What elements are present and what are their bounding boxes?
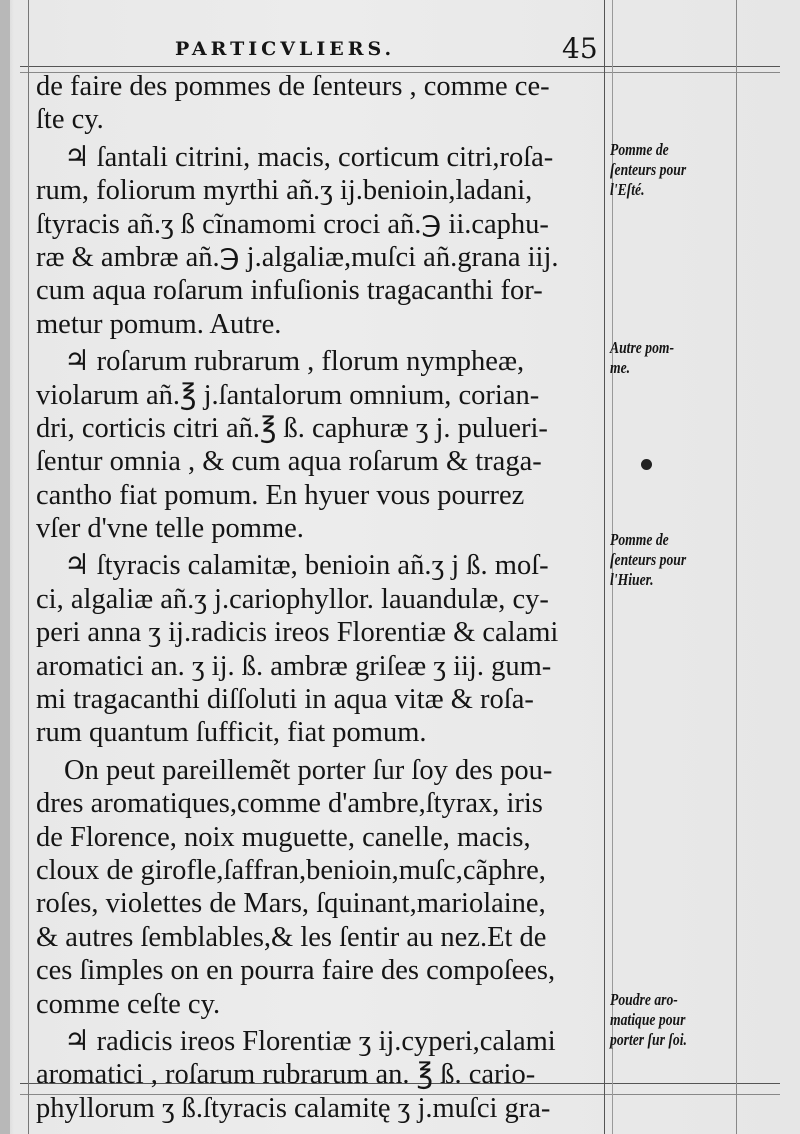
margin-note-winter-pomander bbox=[610, 530, 760, 590]
margin-note-aromatic-powder bbox=[610, 990, 760, 1050]
running-title: PARTICVLIERS. bbox=[175, 38, 396, 60]
text-line bbox=[36, 1092, 604, 1125]
text-line bbox=[36, 70, 604, 103]
margin-note-summer-pomander bbox=[610, 140, 760, 200]
margin-note-line: me. bbox=[610, 358, 631, 377]
text-line bbox=[36, 683, 604, 716]
text-line-content: ♃ roſarum rubrarum , florum nympheæ, bbox=[64, 346, 525, 378]
text-line bbox=[36, 174, 604, 207]
text-line bbox=[36, 887, 604, 920]
text-line-content: ♃ radicis ireos Florentiæ ʒ ij.cyperi,calami bbox=[64, 1025, 556, 1057]
text-line bbox=[36, 141, 604, 174]
text-line bbox=[36, 716, 604, 749]
text-line bbox=[36, 103, 604, 136]
running-header bbox=[40, 32, 600, 68]
text-line-content: phyllorum ʒ ß.ſtyracis calamitę ʒ j.muſci gra- bbox=[36, 1092, 551, 1124]
text-line bbox=[36, 583, 604, 616]
text-line bbox=[36, 549, 604, 582]
margin-note-line: porter ſur ſoi. bbox=[610, 1030, 687, 1049]
text-line-content: mi tragacanthi diſſoluti in aqua vitæ & roſa- bbox=[36, 684, 534, 716]
text-line-content: ſte cy. bbox=[36, 104, 104, 136]
text-line-content: aromatici an. ʒ ij. ß. ambræ griſeæ ʒ iij. gum- bbox=[36, 650, 552, 682]
text-line-content: On peut pareillemẽt porter ſur ſoy des pou- bbox=[64, 754, 553, 786]
margin-note-line: ſenteurs pour bbox=[610, 160, 687, 179]
text-line bbox=[36, 345, 604, 378]
ink-blot bbox=[641, 459, 652, 470]
text-line-content: cum aqua roſarum infuſionis tragacanthi for- bbox=[36, 275, 543, 307]
text-line-content: de Florence, noix muguette, canelle, macis, bbox=[36, 821, 531, 853]
margin-note-line: Pomme de bbox=[610, 530, 669, 549]
text-line-content: dres aromatiques,comme d'ambre,ſtyrax, iris bbox=[36, 788, 543, 820]
text-line bbox=[36, 479, 604, 512]
text-line bbox=[36, 274, 604, 307]
text-line-content: cantho fiat pomum. En hyuer vous pourrez bbox=[36, 479, 525, 511]
text-line-content: ræ & ambræ añ.℈ j.algaliæ,muſci añ.grana iij. bbox=[36, 241, 559, 273]
text-line-content: comme ceſte cy. bbox=[36, 988, 221, 1020]
text-line-content: ♃ ſantali citrini, macis, corticum citri,roſa- bbox=[64, 141, 554, 173]
text-line bbox=[36, 379, 604, 412]
text-line-content: rum, foliorum myrthi añ.ʒ ij.benioin,ladani, bbox=[36, 175, 533, 207]
margin-note-line: Autre pom- bbox=[610, 338, 675, 357]
text-line-content: ♃ ſtyracis calamitæ, benioin añ.ʒ j ß. moſ- bbox=[64, 550, 549, 582]
text-line bbox=[36, 954, 604, 987]
text-line-content: vſer d'vne telle pomme. bbox=[36, 513, 304, 545]
text-line bbox=[36, 650, 604, 683]
text-line-content: & autres ſemblables,& les ſentir au nez.Et de bbox=[36, 921, 547, 953]
main-text-column bbox=[36, 70, 604, 1125]
text-line bbox=[36, 787, 604, 820]
text-line bbox=[36, 921, 604, 954]
text-line-content: ſentur omnia , & cum aqua roſarum & traga- bbox=[36, 446, 542, 478]
page-number: 45 bbox=[562, 32, 598, 65]
text-line bbox=[36, 854, 604, 887]
margin-note-line: l'Hiuer. bbox=[610, 570, 654, 589]
text-line bbox=[36, 1058, 604, 1091]
text-line bbox=[36, 412, 604, 445]
text-line-content: metur pomum. Autre. bbox=[36, 308, 282, 340]
margin-note-line: Pomme de bbox=[610, 140, 669, 159]
text-line bbox=[36, 821, 604, 854]
text-line-content: cloux de girofle,ſaffran,benioin,muſc,cãphre, bbox=[36, 854, 546, 886]
page-gutter-shadow bbox=[0, 0, 10, 1134]
left-frame-rule bbox=[28, 0, 29, 1134]
margin-note-line: Poudre aro- bbox=[610, 990, 678, 1009]
text-line bbox=[36, 445, 604, 478]
text-line bbox=[36, 1025, 604, 1058]
text-line-content: de faire des pommes de ſenteurs , comme ce- bbox=[36, 71, 550, 102]
margin-note-line: l'Eſté. bbox=[610, 180, 645, 199]
text-line-content: violarum añ.℥ j.ſantalorum omnium, corian- bbox=[36, 379, 540, 411]
column-divider-rule bbox=[604, 0, 605, 1134]
text-line-content: ci, algaliæ añ.ʒ j.cariophyllor. lauandulæ, cy- bbox=[36, 583, 549, 615]
text-line bbox=[36, 988, 604, 1021]
text-line bbox=[36, 308, 604, 341]
text-line bbox=[36, 208, 604, 241]
margin-note-line: ſenteurs pour bbox=[610, 550, 687, 569]
text-line-content: dri, corticis citri añ.℥ ß. caphuræ ʒ j. pulueri- bbox=[36, 412, 548, 444]
text-line bbox=[36, 512, 604, 545]
text-line bbox=[36, 241, 604, 274]
margin-note-line: matique pour bbox=[610, 1010, 686, 1029]
margin-note-other-pomander bbox=[610, 338, 760, 378]
text-line-content: roſes, violettes de Mars, ſquinant,mariolaine, bbox=[36, 888, 546, 920]
text-line-content: rum quantum ſufficit, fiat pomum. bbox=[36, 717, 427, 749]
text-line-content: ſtyracis añ.ʒ ß cĩnamomi croci añ.℈ ii.caphu- bbox=[36, 208, 549, 240]
text-line-content: ces ſimples on en pourra faire des compoſees, bbox=[36, 955, 556, 987]
text-line-content: peri anna ʒ ij.radicis ireos Florentiæ & calami bbox=[36, 617, 559, 649]
text-line bbox=[36, 616, 604, 649]
text-line-content: aromatici , roſarum rubrarum an. ℥ ß. cario- bbox=[36, 1059, 536, 1091]
text-line bbox=[36, 754, 604, 787]
